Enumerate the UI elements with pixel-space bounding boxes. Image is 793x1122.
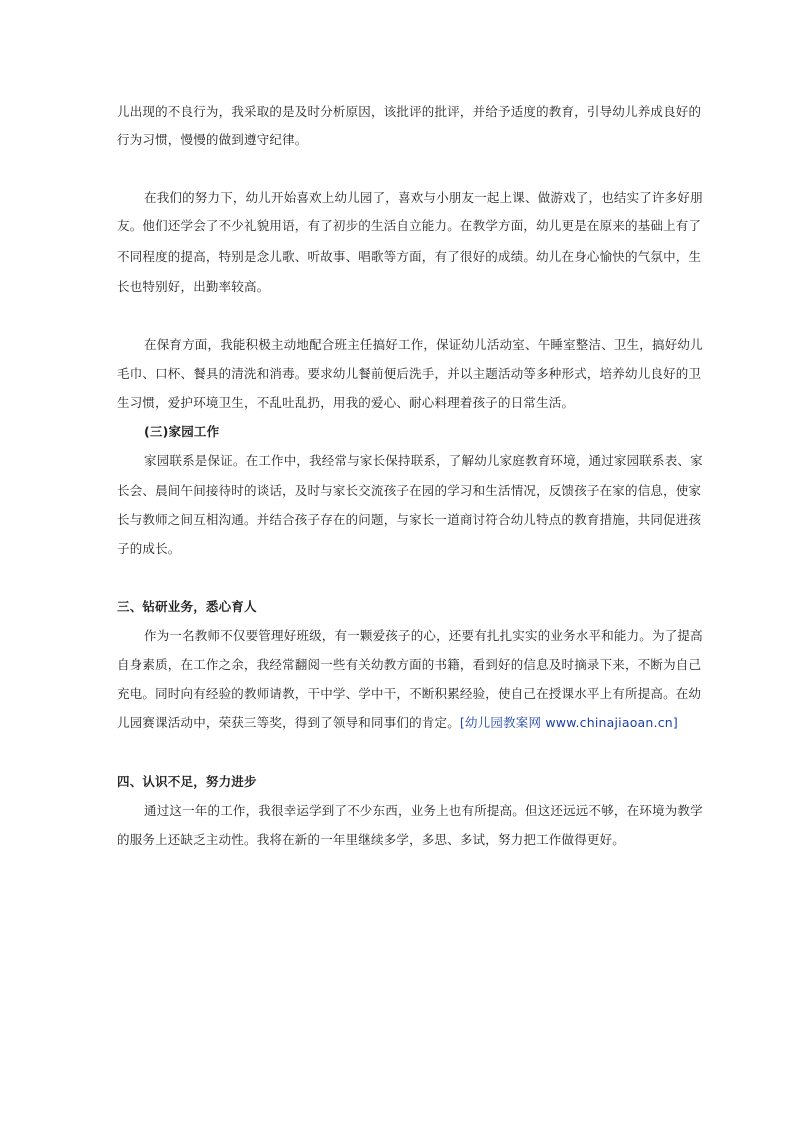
section-heading: 四、认识不足，努力进步 <box>117 774 257 789</box>
paragraph-line: 自身素质，在工作之余，我经常翻阅一些有关幼教方面的书籍，看到好的信息及时摘录下来，不断为自己 <box>117 657 702 672</box>
paragraph-text: 儿园赛课活动中，荣获三等奖，得到了领导和同事们的肯定。 <box>117 715 460 730</box>
paragraph-line: 不同程度的提高，特别是念儿歌、听故事、唱歌等方面，有了很好的成绩。幼儿在身心愉快的气氛中，生 <box>117 249 702 264</box>
paragraph-line: 行为习惯，慢慢的做到遵守纪律。 <box>117 132 308 147</box>
section-heading: (三)家园工作 <box>144 424 220 439</box>
paragraph-line: 家园联系是保证。在工作中，我经常与家长保持联系，了解幼儿家庭教育环境，通过家园联系表、家 <box>144 453 703 468</box>
paragraph-line: 充电。同时向有经验的教师请教，干中学、学中干，不断积累经验，使自己在授课水平上有所提高。在幼 <box>117 686 702 701</box>
paragraph-line <box>117 715 678 731</box>
paragraph-line: 在我们的努力下，幼儿开始喜欢上幼儿园了，喜欢与小朋友一起上课、做游戏了，也结实了许多好朋 <box>144 190 703 205</box>
paragraph-line: 生习惯，爱护环境卫生，不乱吐乱扔，用我的爱心、耐心料理着孩子的日常生活。 <box>117 395 575 410</box>
paragraph-line: 长也特别好，出勤率较高。 <box>117 279 270 294</box>
paragraph-line: 毛巾、口杯、餐具的清洗和消毒。要求幼儿餐前便后洗手，并以主题活动等多种形式，培养幼儿良好的卫 <box>117 366 702 381</box>
paragraph-line: 通过这一年的工作，我很幸运学到了不少东西，业务上也有所提高。但这还远远不够，在环境为教学 <box>144 803 703 818</box>
paragraph-line: 长会、晨间午间接待时的谈话，及时与家长交流孩子在园的学习和生活情况，反馈孩子在家的信息，使家 <box>117 483 702 498</box>
paragraph-line: 儿出现的不良行为，我采取的是及时分析原因，该批评的批评，并给予适度的教育，引导幼儿养成良好的 <box>117 104 702 119</box>
paragraph-line: 作为一名教师不仅要管理好班级，有一颗爱孩子的心，还要有扎扎实实的业务水平和能力。为了提高 <box>144 628 703 643</box>
paragraph-line: 的服务上还缺乏主动性。我将在新的一年里继续多学，多思、多试，努力把工作做得更好。 <box>117 832 626 847</box>
paragraph-line: 长与教师之间互相沟通。并结合孩子存在的问题，与家长一道商讨符合幼儿特点的教育措施，共同促进孩 <box>117 512 702 527</box>
section-heading: 三、钻研业务，悉心育人 <box>117 599 257 614</box>
paragraph-line: 友。他们还学会了不少礼貌用语，有了初步的生活自立能力。在教学方面，幼儿更是在原来的基础上有了 <box>117 218 702 233</box>
paragraph-line: 子的成长。 <box>117 541 181 556</box>
source-link[interactable]: [幼儿园教案网 www.chinajiaoan.cn] <box>459 715 678 730</box>
paragraph-line: 在保育方面，我能积极主动地配合班主任搞好工作，保证幼儿活动室、午睡室整洁、卫生，搞好幼儿 <box>144 337 703 352</box>
